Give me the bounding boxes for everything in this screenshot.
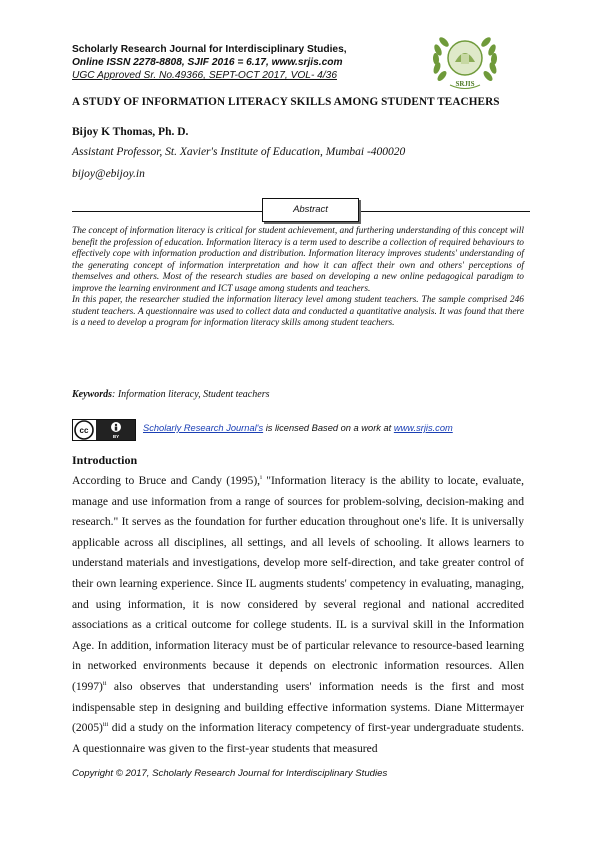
svg-text:BY: BY xyxy=(112,434,120,439)
keywords-value: : Information literacy, Student teachers xyxy=(112,389,270,400)
license-text: is licensed Based on a work at xyxy=(263,423,394,433)
body-text: did a study on the information literacy competency of first-year undergraduate students. A questionnaire was given to the first-year students that measured xyxy=(72,721,524,755)
keywords-line xyxy=(72,389,269,400)
body-text: "Information literacy is the ability to locate, evaluate, manage and use information from a range of sources for problem-solving, decision-making and research." It serves as the foundation for further education throughout one's life. It is universally applicable across all disciplines, all settings, and all levels of schooling. It allows learners to understand materials and investigations, develop more self-direction, and take greater control of their own learning experience. Since IL augments students' competency in evaluating, managing, and using information, it is now considered by several regional and national accredited associations as a critical outcome for college students. IL is a survival skill in the Information Age. In addition, information literacy must be of particular relevance to resource-based learning in networked environments because it depends on electronic information resources. Allen (1997) xyxy=(72,474,524,693)
journal-license-link[interactable]: Scholarly Research Journal's xyxy=(143,423,264,433)
endnote-ref[interactable]: iii xyxy=(102,721,109,729)
site-link[interactable]: www.srjis.com xyxy=(393,423,453,433)
endnote-ref[interactable]: i xyxy=(260,474,262,482)
keywords-label: Keywords xyxy=(72,389,112,400)
laurel-wreath-seal-icon xyxy=(428,30,502,94)
body-text: also observes that understanding users' information needs is the first and most indispensable step in designing and building effective information systems. Diane Mittermayer (2005) xyxy=(72,679,524,735)
abstract-paragraph: In this paper, the researcher studied the information literacy level among student teachers. The sample comprised 246 student teachers. A questionnaire was used to collect data and conducted a quantitative analysis. It was found that there is a need to develop a program for information literacy skills among student teachers. xyxy=(72,295,524,328)
ugc-approval-line: UGC Approved Sr. No.49366, SEPT-OCT 2017, VOL- 4/36 xyxy=(72,70,338,81)
paper-title: A STUDY OF INFORMATION LITERACY SKILLS AMONG STUDENT TEACHERS xyxy=(72,96,500,108)
creative-commons-by-icon xyxy=(72,419,136,441)
abstract-rule-left xyxy=(72,211,262,212)
author-name: Bijoy K Thomas, Ph. D. xyxy=(72,126,189,138)
endnote-ref[interactable]: ii xyxy=(102,680,107,688)
introduction-paragraph xyxy=(72,471,524,759)
license-statement xyxy=(143,423,453,433)
abstract-body xyxy=(72,226,524,330)
issn-line: Online ISSN 2278-8808, SJIF 2016 = 6.17, www.srjis.com xyxy=(72,57,343,68)
copyright-footer: Copyright © 2017, Scholarly Research Journal for Interdisciplinary Studies xyxy=(72,768,388,779)
author-affiliation: Assistant Professor, St. Xavier's Institute of Education, Mumbai -400020 xyxy=(72,146,406,158)
author-email: bijoy@ebijoy.in xyxy=(72,168,145,180)
journal-logo xyxy=(428,30,502,94)
introduction-body xyxy=(72,471,524,759)
svg-text:SRJIS: SRJIS xyxy=(455,80,475,88)
journal-name: Scholarly Research Journal for Interdisciplinary Studies, xyxy=(72,44,347,55)
svg-text:cc: cc xyxy=(79,426,89,435)
abstract-label: Abstract xyxy=(262,198,359,222)
abstract-rule-right xyxy=(359,211,530,212)
abstract-paragraph: The concept of information literacy is critical for student achievement, and furthering understanding of this concept will benefit the profession of education. Information literacy is a term used to describe a collection of required behaviours to effectively cope with information production and distribution. Information literacy improves students' understanding of the generating concept of information interpretation and how it can affect their own and others' perceptions of themselves and others. Most of the research studies are based on developing a new online pedagogical paradigm to improve the learning environment and ICT usage among students and teachers. xyxy=(72,226,524,294)
body-text: According to Bruce and Candy (1995), xyxy=(72,474,261,487)
introduction-heading: Introduction xyxy=(72,453,138,467)
cc-license-badge[interactable] xyxy=(72,419,136,441)
